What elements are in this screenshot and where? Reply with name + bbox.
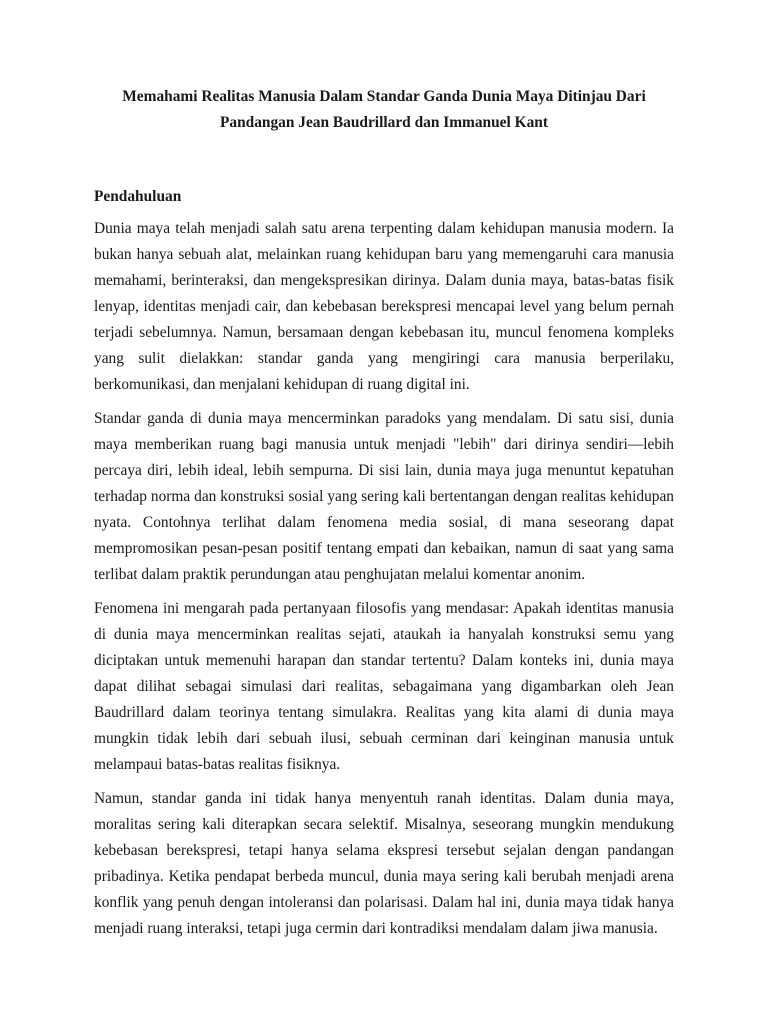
section-heading: Pendahuluan [94,188,182,205]
paragraph-2: Standar ganda di dunia maya mencerminkan paradoks yang mendalam. Di satu sisi, dunia maya memberikan ruang bagi manusia untuk menjadi "lebih" dari dirinya sendiri—lebih percaya diri, lebih ideal, lebih sempurna. Di sisi lain, dunia maya juga menuntut kepatuhan terhadap norma dan konstruksi sosial yang sering kali bertentangan dengan realitas kehidupan nyata. Contohnya terlihat dalam fenomena media sosial, di mana seseorang dapat mempromosikan pesan-pesan positif tentang empati dan kebaikan, namun di saat yang sama terlibat dalam praktik perundungan atau penghujatan melalui komentar anonim. [94,410,674,583]
paragraph-3: Fenomena ini mengarah pada pertanyaan filosofis yang mendasar: Apakah identitas manusia di dunia maya mencerminkan realitas sejati, ataukah ia hanyalah konstruksi semu yang diciptakan untuk memenuhi harapan dan standar tertentu? Dalam konteks ini, dunia maya dapat dilihat sebagai simulasi dari realitas, sebagaimana yang digambarkan oleh Jean Baudrillard dalam teorinya tentang simulakra. Realitas yang kita alami di dunia maya mungkin tidak lebih dari sebuah ilusi, sebuah cerminan dari keinginan manusia untuk melampaui batas-batas realitas fisiknya. [94,600,674,773]
paragraph-1: Dunia maya telah menjadi salah satu arena terpenting dalam kehidupan manusia modern. Ia bukan hanya sebuah alat, melainkan ruang kehidupan baru yang memengaruhi cara manusia memahami, berinteraksi, dan mengekspresikan dirinya. Dalam dunia maya, batas-batas fisik lenyap, identitas menjadi cair, dan kebebasan berekspresi mencapai level yang belum pernah terjadi sebelumnya. Namun, bersamaan dengan kebebasan itu, muncul fenomena kompleks yang sulit dielakkan: standar ganda yang mengiringi cara manusia berperilaku, berkomunikasi, dan menjalani kehidupan di ruang digital ini. [94,220,674,393]
document-title [94,84,674,136]
title-line-2: Pandangan Jean Baudrillard dan Immanuel Kant [220,114,548,131]
title-line-1: Memahami Realitas Manusia Dalam Standar Ganda Dunia Maya Ditinjau Dari [122,88,646,105]
paragraph-4: Namun, standar ganda ini tidak hanya menyentuh ranah identitas. Dalam dunia maya, moralitas sering kali diterapkan secara selektif. Misalnya, seseorang mungkin mendukung kebebasan berekspresi, tetapi hanya selama ekspresi tersebut sejalan dengan pandangan pribadinya. Ketika pendapat berbeda muncul, dunia maya sering kali berubah menjadi arena konflik yang penuh dengan intoleransi dan polarisasi. Dalam hal ini, dunia maya tidak hanya menjadi ruang interaksi, tetapi juga cermin dari kontradiksi mendalam dalam jiwa manusia. [94,790,674,937]
